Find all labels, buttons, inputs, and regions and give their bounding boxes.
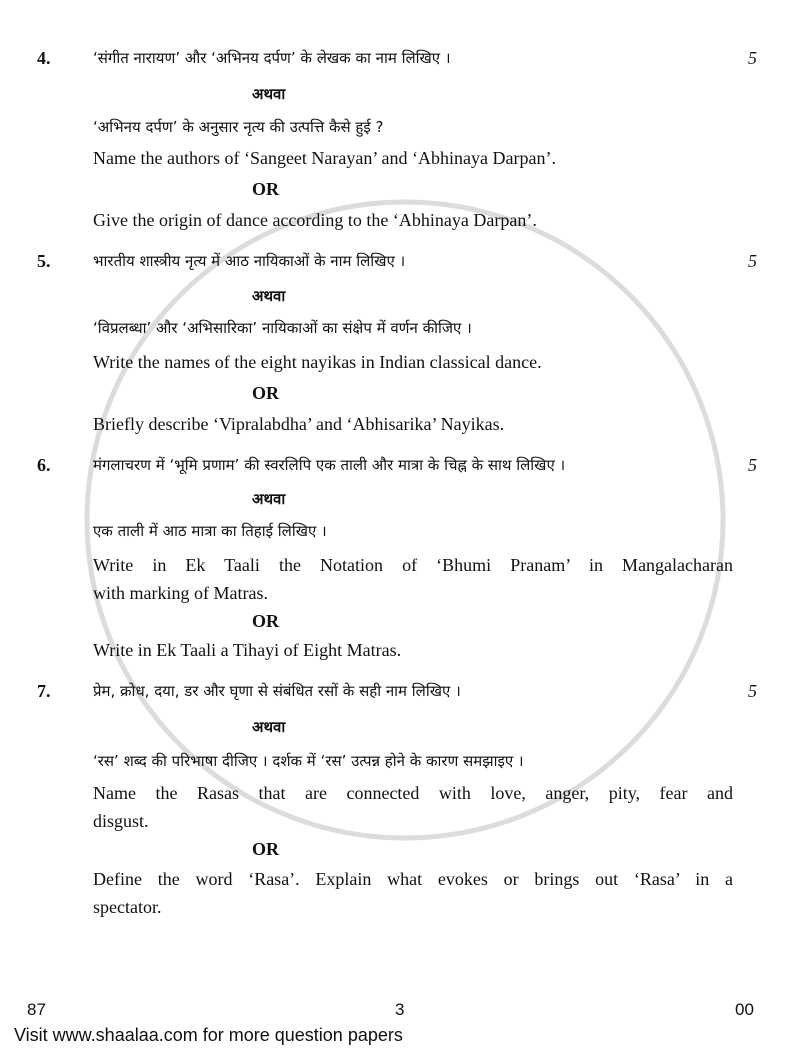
question-number: 4. (37, 48, 51, 68)
question-english: Write the names of the eight nayikas in Indian classical dance. (93, 352, 542, 372)
visit-link[interactable]: Visit www.shaalaa.com for more question papers (14, 1025, 403, 1045)
question-english-line2: disgust. (93, 811, 149, 831)
question-english-alt: Give the origin of dance according to the ‘Abhinaya Darpan’. (93, 210, 537, 230)
athva-label: अथवा (252, 287, 286, 305)
page-number: 3 (395, 1000, 405, 1019)
question-english: Name the authors of ‘Sangeet Narayan’ and ‘Abhinaya Darpan’. (93, 148, 556, 168)
athva-label: अथवा (252, 718, 286, 736)
question-english-alt-line1: Define the word ‘Rasa’. Explain what evokes or brings out ‘Rasa’ in a (93, 869, 733, 889)
question-english-alt: Write in Ek Taali a Tihayi of Eight Matras. (93, 640, 402, 660)
marks: 5 (748, 455, 757, 475)
question-english-alt-line2: spectator. (93, 897, 162, 917)
question-4 (37, 47, 757, 250)
or-label: OR (252, 839, 279, 859)
question-6 (37, 454, 757, 680)
question-hindi: मंगलाचरण में ‘भूमि प्रणाम’ की स्वरलिपि एक ताली और मात्रा के चिह्न के साथ लिखिए । (93, 456, 566, 474)
marks: 5 (748, 681, 757, 701)
question-list (37, 47, 757, 924)
question-hindi: प्रेम, क्रोध, दया, डर और घृणा से संबंधित रसों के सही नाम लिखिए । (93, 682, 461, 700)
footer-right-code: 00 (735, 1000, 754, 1019)
question-number: 5. (37, 251, 51, 271)
question-5 (37, 250, 757, 454)
question-hindi: ‘संगीत नारायण’ और ‘अभिनय दर्पण’ के लेखक का नाम लिखिए । (93, 49, 451, 67)
question-7 (37, 680, 757, 924)
footer-code: 87 (27, 1000, 46, 1019)
marks: 5 (748, 251, 757, 271)
question-english-line1: Write in Ek Taali the Notation of ‘Bhumi Pranam’ in Mangalacharan (93, 555, 733, 575)
question-number: 7. (37, 681, 51, 701)
question-hindi-alt: एक ताली में आठ मात्रा का तिहाई लिखिए । (93, 522, 327, 540)
marks: 5 (748, 48, 757, 68)
question-english-line2: with marking of Matras. (93, 583, 268, 603)
athva-label: अथवा (252, 85, 286, 103)
athva-label: अथवा (252, 490, 286, 508)
question-number: 6. (37, 455, 51, 475)
question-hindi-alt: ‘अभिनय दर्पण’ के अनुसार नृत्य की उत्पत्ति कैसे हुई ? (93, 118, 384, 136)
question-english-alt: Briefly describe ‘Vipralabdha’ and ‘Abhisarika’ Nayikas. (93, 414, 505, 434)
question-english-line1: Name the Rasas that are connected with love, anger, pity, fear and (93, 783, 733, 803)
or-label: OR (252, 611, 279, 631)
question-hindi: भारतीय शास्त्रीय नृत्य में आठ नायिकाओं के नाम लिखिए । (93, 252, 406, 270)
or-label: OR (252, 383, 279, 403)
or-label: OR (252, 179, 279, 199)
question-hindi-alt: ‘विप्रलब्धा’ और ‘अभिसारिका’ नायिकाओं का संक्षेप में वर्णन कीजिए । (93, 319, 472, 337)
question-hindi-alt: ‘रस’ शब्द की परिभाषा दीजिए । दर्शक में ‘रस’ उत्पन्न होने के कारण समझाइए । (93, 752, 524, 770)
